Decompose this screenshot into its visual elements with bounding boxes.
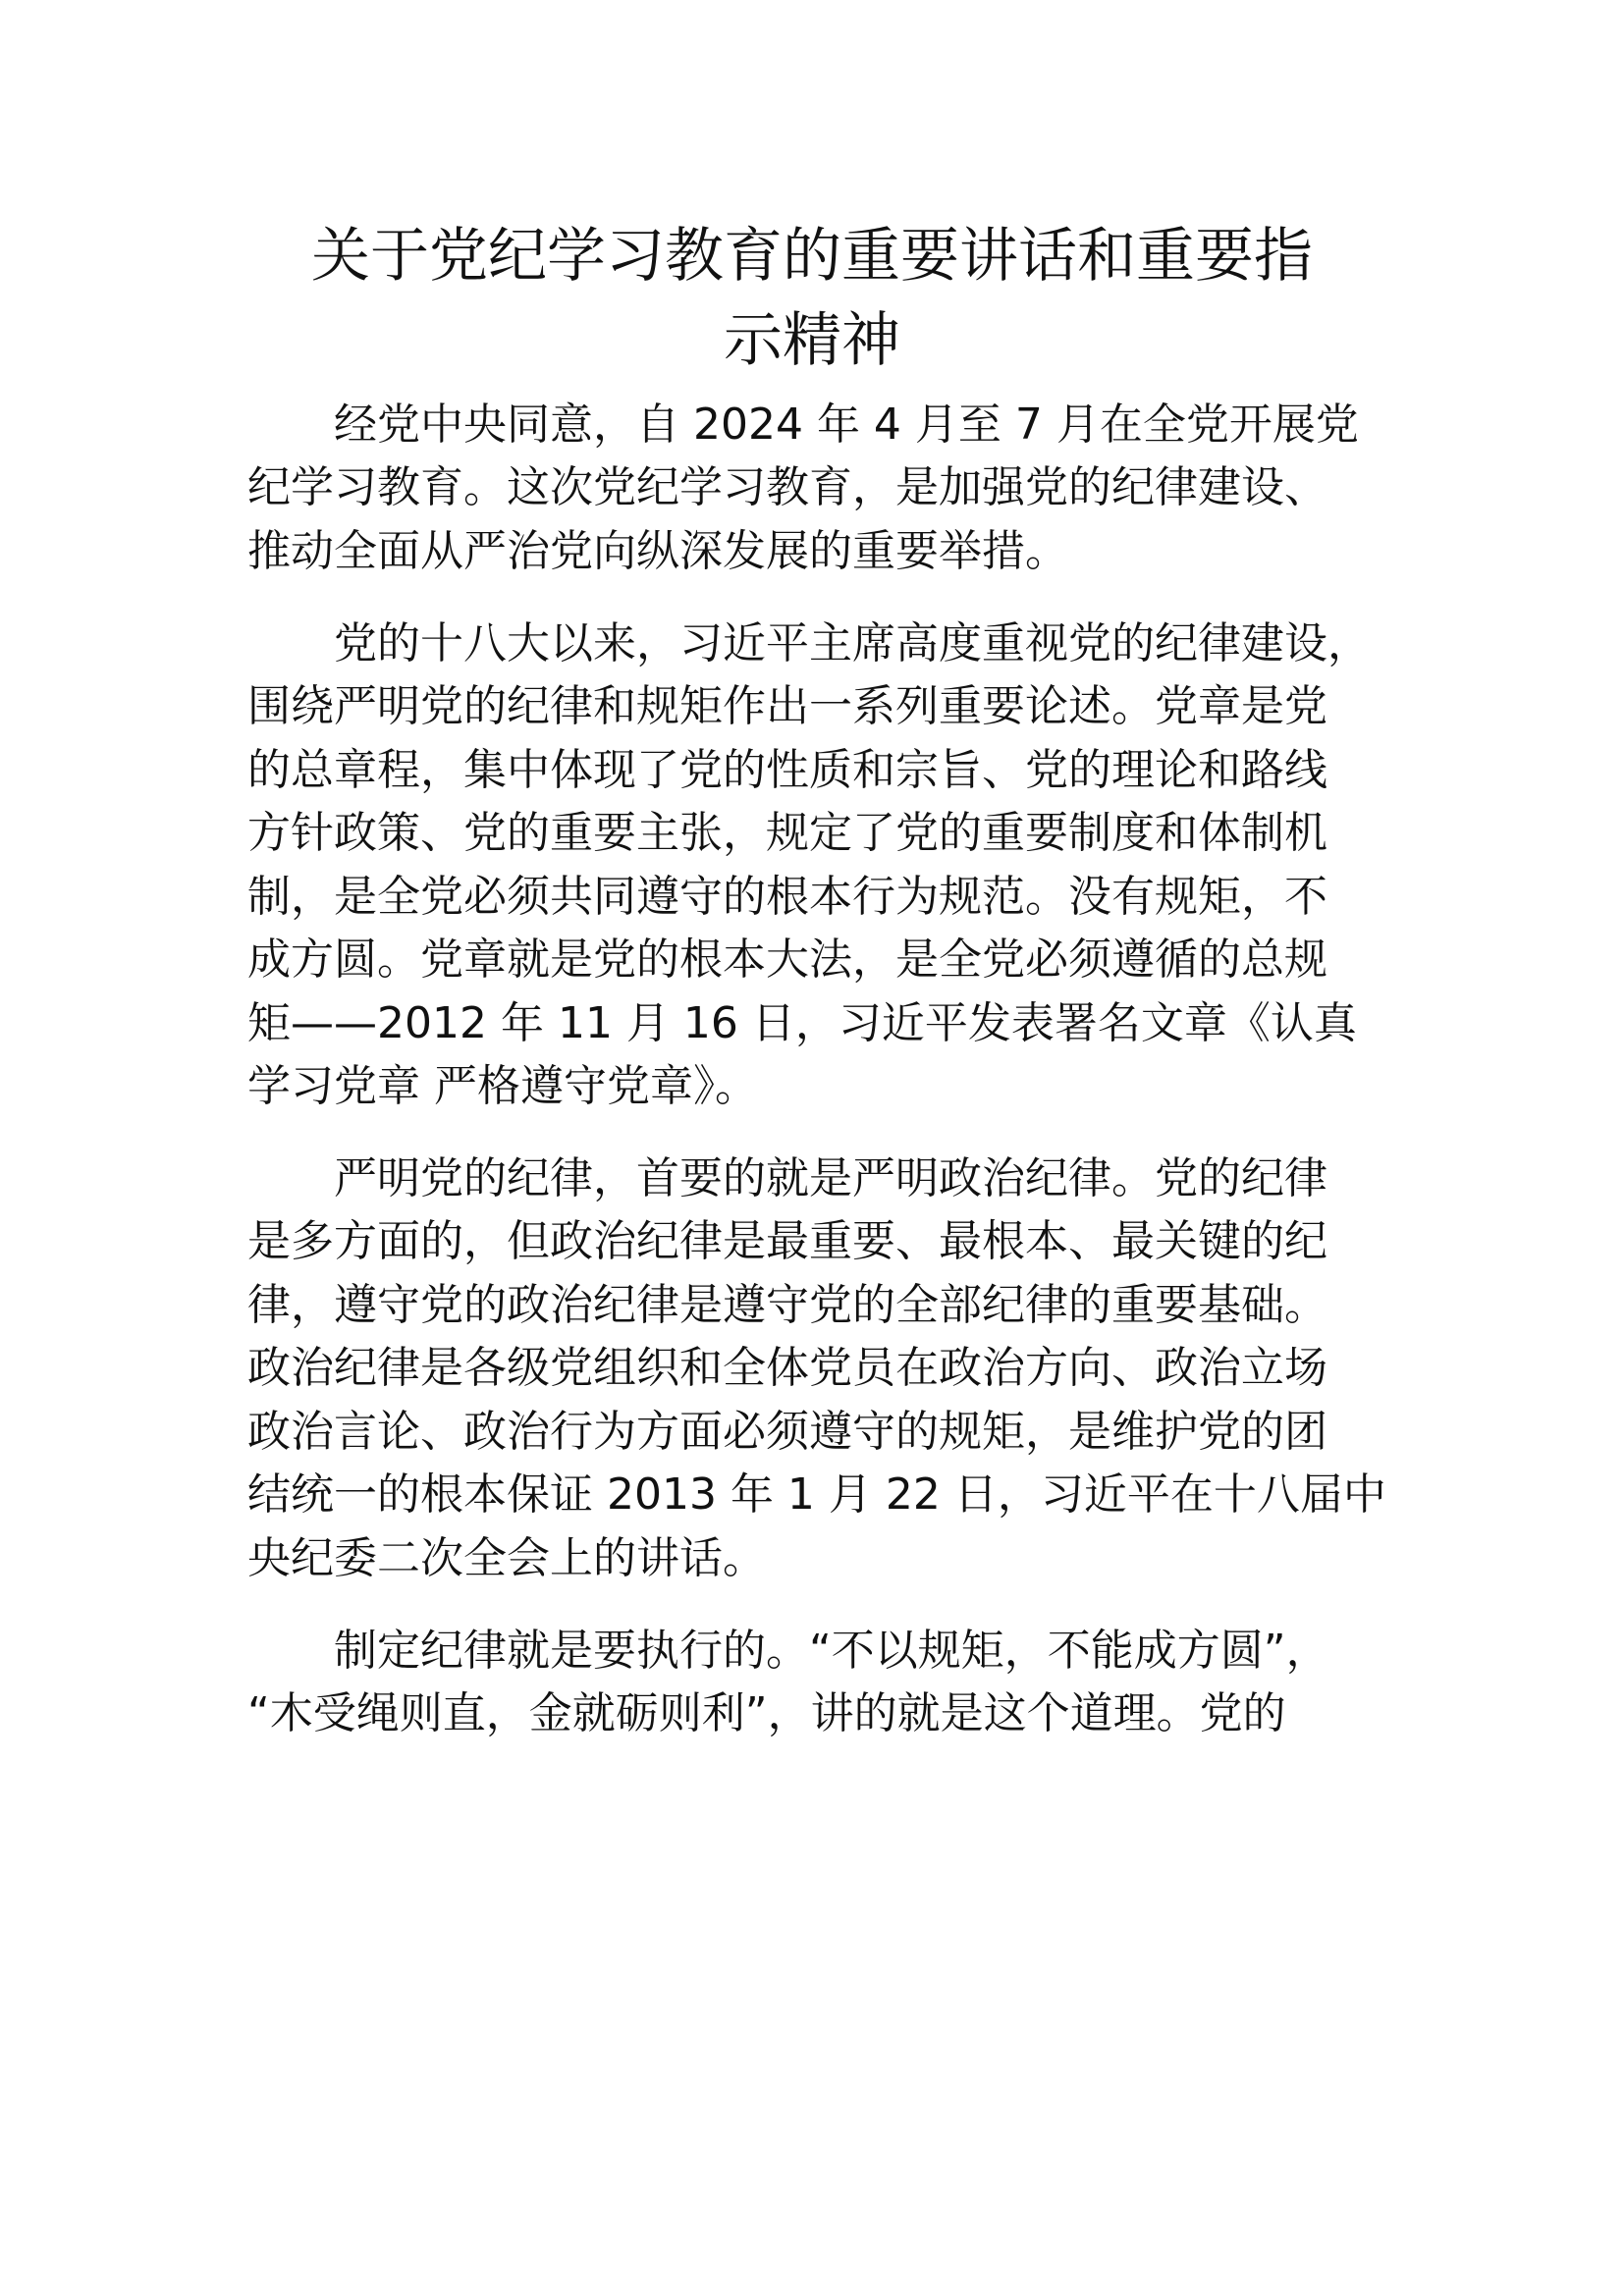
body-line: 学习党章 严格遵守党章》。 xyxy=(247,1061,758,1111)
body-line: 矩——2012 年 11 月 16 日，习近平发表署名文章《认真 xyxy=(247,998,1357,1048)
body-line: 围绕严明党的纪律和规矩作出一系列重要论述。党章是党 xyxy=(247,681,1327,731)
body-line: 纪学习教育。这次党纪学习教育，是加强党的纪律建设、 xyxy=(247,462,1327,512)
body-line: 央纪委二次全会上的讲话。 xyxy=(247,1533,766,1583)
body-line: “木受绳则直，金就砺则利”，讲的就是这个道理。党的 xyxy=(247,1688,1286,1738)
body-line: 是多方面的，但政治纪律是最重要、最根本、最关键的纪 xyxy=(247,1216,1327,1266)
title-line-1: 关于党纪学习教育的重要讲话和重要指 xyxy=(311,222,1313,291)
body-line: 党的十八大以来，习近平主席高度重视党的纪律建设， xyxy=(334,618,1371,668)
body-line: 严明党的纪律，首要的就是严明政治纪律。党的纪律 xyxy=(334,1153,1327,1203)
body-line: 经党中央同意，自 2024 年 4 月至 7 月在全党开展党 xyxy=(334,400,1359,450)
body-line: 方针政策、党的重要主张，规定了党的重要制度和体制机 xyxy=(247,808,1327,858)
title-line-2: 示精神 xyxy=(724,306,900,375)
body-line: 的总章程，集中体现了党的性质和宗旨、党的理论和路线 xyxy=(247,745,1327,795)
body-line: 推动全面从严治党向纵深发展的重要举措。 xyxy=(247,526,1068,576)
body-line: 政治言论、政治行为方面必须遵守的规矩，是维护党的团 xyxy=(247,1407,1327,1457)
page-title xyxy=(247,214,1377,383)
body-line: 政治纪律是各级党组织和全体党员在政治方向、政治立场 xyxy=(247,1343,1327,1393)
body-line: 制定纪律就是要执行的。“不以规矩，不能成方圆”， xyxy=(334,1626,1329,1676)
body-line: 结统一的根本保证 2013 年 1 月 22 日，习近平在十八届中 xyxy=(247,1469,1386,1520)
body-line: 制，是全党必须共同遵守的根本行为规范。没有规矩，不 xyxy=(247,872,1327,922)
body-line: 律，遵守党的政治纪律是遵守党的全部纪律的重要基础。 xyxy=(247,1280,1327,1330)
body-line: 成方圆。党章就是党的根本大法，是全党必须遵循的总规 xyxy=(247,934,1327,985)
